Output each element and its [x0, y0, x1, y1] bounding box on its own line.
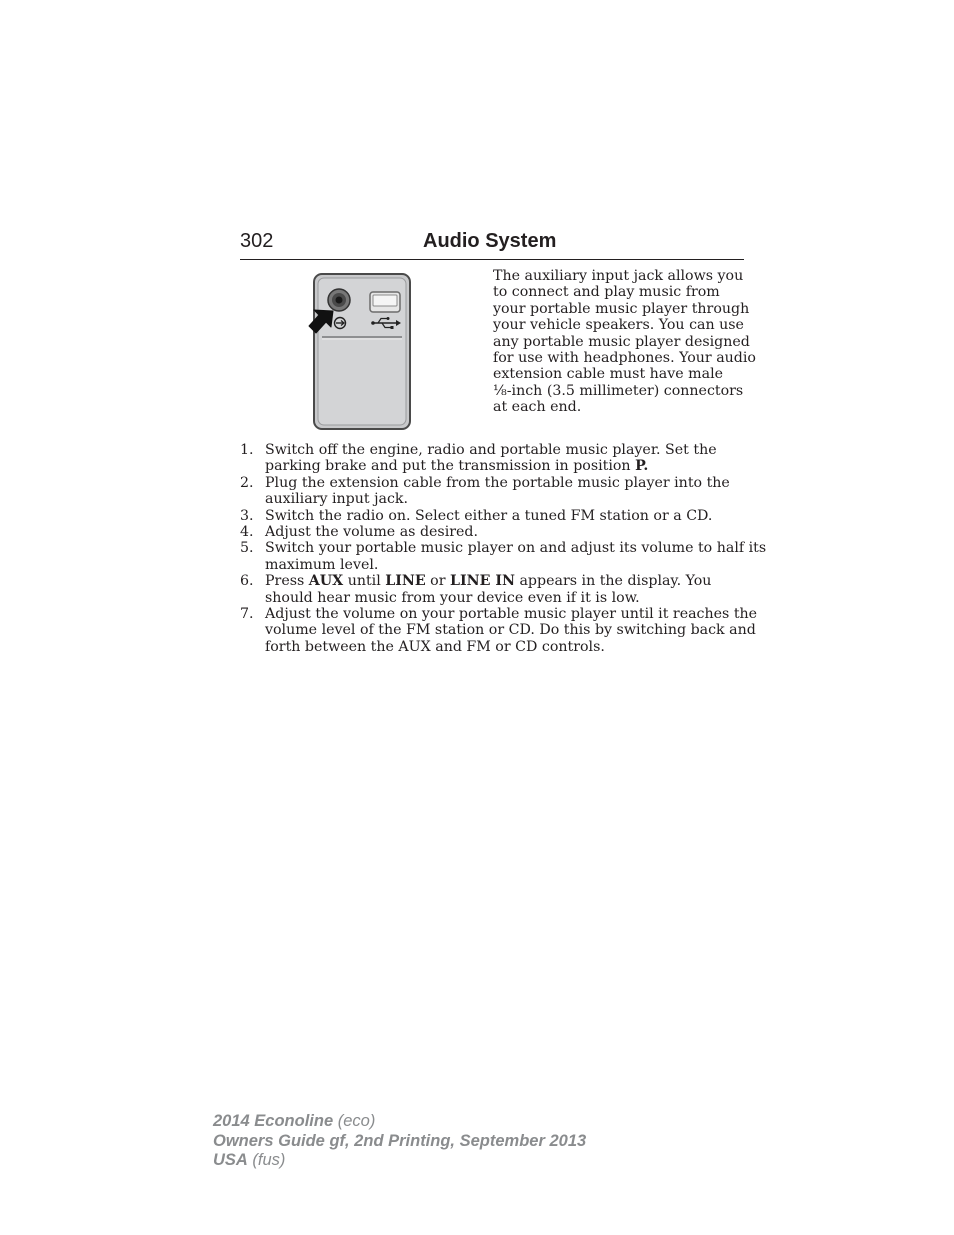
footer-region-line — [213, 1151, 586, 1171]
intro-line: any portable music player designed — [493, 333, 750, 350]
step-item — [240, 540, 767, 573]
step-text: until — [343, 573, 386, 590]
step-item — [240, 573, 750, 606]
step-text: maximum level. — [265, 556, 379, 573]
step-number: 4. — [240, 524, 254, 541]
aux-panel-figure — [306, 270, 416, 432]
step-text: parking brake and put the transmission in position — [265, 458, 636, 475]
section-title: Audio System — [423, 230, 557, 252]
aux-input-illustration — [306, 270, 416, 432]
aux-jack-icon — [328, 289, 350, 311]
step-item — [240, 524, 750, 540]
step-item — [240, 475, 750, 508]
step-text: appears in the display. You — [514, 573, 712, 590]
intro-line: to connect and play music from — [493, 284, 720, 301]
footer-model-code: (eco) — [333, 1112, 376, 1130]
footer-model-line — [213, 1112, 586, 1132]
step-item — [240, 442, 750, 475]
intro-line: for use with headphones. Your audio — [493, 350, 756, 367]
step-text: volume level of the FM station or CD. Do this by switching back and — [265, 622, 756, 639]
intro-line: your vehicle speakers. You can use — [493, 317, 744, 334]
intro-line: extension cable must have male — [493, 366, 724, 383]
intro-paragraph — [493, 268, 756, 416]
step-text: Switch your portable music player on and adjust its volume to half its — [265, 540, 767, 557]
step-number: 3. — [240, 507, 254, 524]
footer-model: 2014 Econoline — [213, 1112, 334, 1130]
line-display-label: LINE — [385, 573, 426, 590]
step-text: Switch the radio on. Select either a tuned FM station or a CD. — [265, 507, 713, 524]
step-item — [240, 606, 758, 655]
intro-line: at each end. — [493, 399, 582, 416]
step-text: auxiliary input jack. — [265, 491, 408, 508]
page-header — [240, 229, 744, 260]
usb-port-icon — [370, 292, 400, 312]
step-text: Press — [265, 573, 309, 590]
step-text: or — [425, 573, 451, 590]
step-number: 5. — [240, 540, 254, 557]
step-text-line — [265, 573, 750, 589]
step-text: Switch off the engine, radio and portable music player. Set the — [265, 442, 717, 458]
intro-line: your portable music player through — [493, 300, 750, 317]
intro-line: ⅛-inch (3.5 millimeter) connectors — [493, 382, 744, 399]
gear-position-p: P. — [635, 458, 649, 475]
footer-region: USA — [213, 1151, 248, 1169]
step-text: Adjust the volume on your portable music player until it reaches the — [265, 606, 758, 623]
step-number: 6. — [240, 573, 254, 590]
step-number: 1. — [240, 442, 254, 458]
page-number: 302 — [240, 230, 274, 252]
aux-button-label: AUX — [308, 573, 344, 590]
intro-line: The auxiliary input jack allows you — [493, 268, 744, 284]
instruction-steps — [240, 442, 767, 655]
step-number: 2. — [240, 474, 254, 491]
step-text: Adjust the volume as desired. — [265, 524, 479, 541]
line-in-display-label: LINE IN — [450, 573, 515, 590]
footer-guide: Owners Guide gf, 2nd Printing, September 2013 — [213, 1131, 587, 1150]
step-number: 7. — [240, 606, 254, 623]
step-text: should hear music from your device even if it is low. — [265, 589, 640, 606]
footer-region-code: (fus) — [247, 1151, 286, 1169]
step-item — [240, 508, 750, 524]
page-footer — [213, 1112, 586, 1171]
step-text: Plug the extension cable from the portable music player into the — [265, 474, 730, 491]
step-text-line — [265, 458, 750, 474]
step-text: forth between the AUX and FM or CD controls. — [265, 638, 605, 655]
